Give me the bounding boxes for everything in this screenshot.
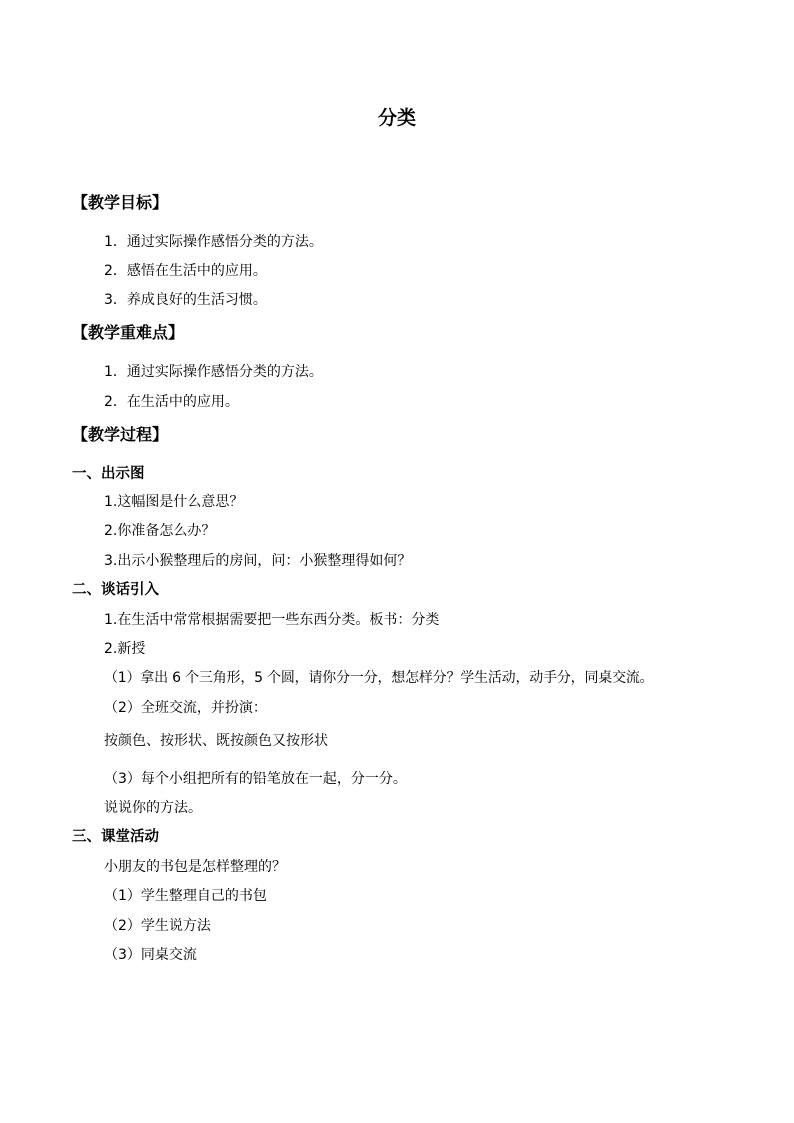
objective-item: 1．通过实际操作感悟分类的方法。 bbox=[104, 234, 323, 250]
part2-item: （2）全班交流，并扮演： bbox=[104, 700, 267, 716]
page-title: 分类 bbox=[377, 107, 416, 129]
process-heading: 【教学过程】 bbox=[72, 425, 169, 444]
part3-item: （2）学生说方法 bbox=[104, 918, 211, 934]
part2-item: 2.新授 bbox=[104, 641, 146, 657]
part1-heading: 一、出示图 bbox=[72, 466, 145, 482]
part2-item: （3）每个小组把所有的铅笔放在一起，分一分。 bbox=[104, 771, 407, 787]
part1-item: 1.这幅图是什么意思？ bbox=[104, 494, 244, 510]
objective-item: 2．感悟在生活中的应用。 bbox=[104, 263, 267, 279]
key-point-item: 1．通过实际操作感悟分类的方法。 bbox=[104, 364, 323, 380]
part3-heading: 三、课堂活动 bbox=[72, 829, 159, 845]
key-points-heading: 【教学重难点】 bbox=[72, 323, 185, 342]
part1-item: 3.出示小猴整理后的房间，问：小猴整理得如何？ bbox=[104, 553, 412, 569]
key-point-item: 2．在生活中的应用。 bbox=[104, 394, 239, 410]
part1-item: 2.你准备怎么办？ bbox=[104, 523, 216, 539]
part2-item: 1.在生活中常常根据需要把一些东西分类。板书：分类 bbox=[104, 612, 440, 628]
part3-item: （3）同桌交流 bbox=[104, 947, 197, 963]
part2-heading: 二、谈话引入 bbox=[72, 582, 159, 598]
objectives-heading: 【教学目标】 bbox=[72, 193, 169, 212]
part2-item: 说说你的方法。 bbox=[104, 800, 202, 816]
part2-item: 按颜色、按形状、既按颜色又按形状 bbox=[104, 733, 328, 749]
part3-item: 小朋友的书包是怎样整理的？ bbox=[104, 859, 286, 875]
part3-item: （1）学生整理自己的书包 bbox=[104, 888, 267, 904]
part2-item: （1）拿出 6 个三角形，5 个圆，请你分一分，想怎样分？学生活动，动手分，同桌交流。 bbox=[104, 670, 654, 686]
objective-item: 3．养成良好的生活习惯。 bbox=[104, 292, 267, 308]
